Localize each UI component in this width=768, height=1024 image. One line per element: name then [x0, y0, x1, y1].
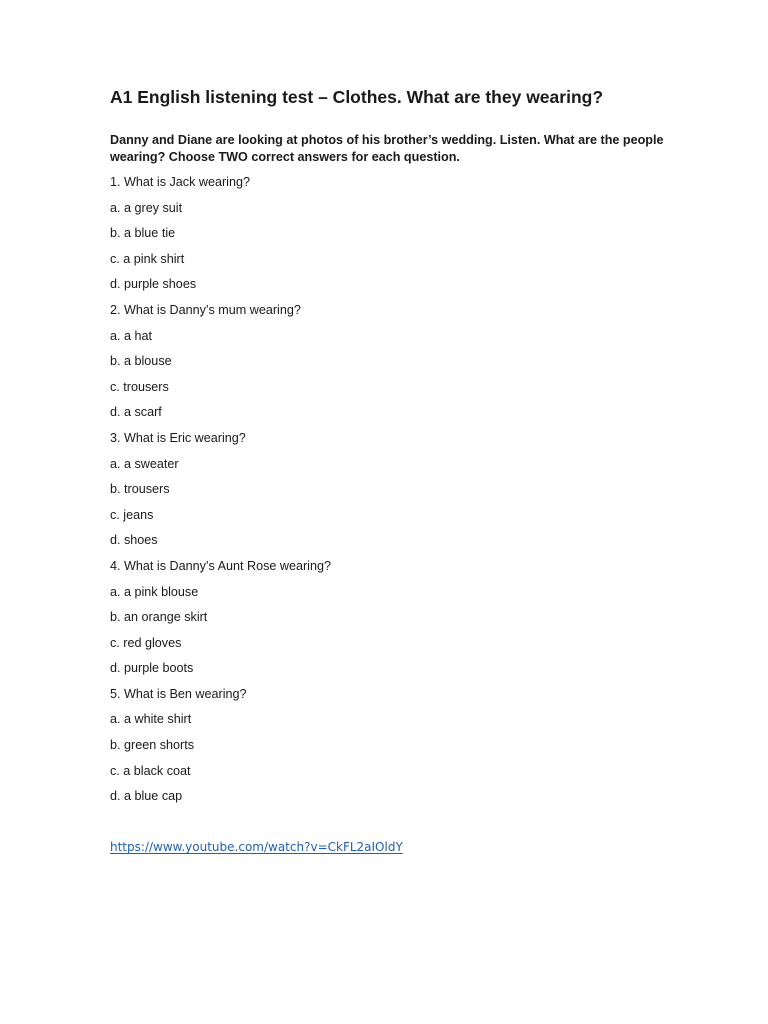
answer-option: a. a grey suit: [110, 200, 183, 215]
answer-option: a. a hat: [110, 328, 153, 343]
answer-option: b. a blue tie: [110, 226, 176, 241]
question-1: 1. What is Jack wearing?: [110, 175, 250, 189]
answer-option: b. an orange skirt: [110, 610, 208, 625]
document-title: A1 English listening test – Clothes. What are they wearing?: [110, 87, 604, 107]
question-3: 3. What is Eric wearing?: [110, 430, 246, 445]
instructions: Danny and Diane are looking at photos of his brother’s wedding. Listen. What are the people wearing? Choose TWO correct answers for each question.: [110, 133, 664, 164]
question-5: 5. What is Ben wearing?: [110, 686, 247, 701]
answer-option: d. purple boots: [110, 661, 194, 676]
answer-option: d. a scarf: [110, 405, 162, 420]
answer-option: a. a pink blouse: [110, 584, 199, 599]
answer-option: a. a white shirt: [110, 712, 192, 727]
answer-option: a. a sweater: [110, 456, 179, 471]
answer-option: c. a black coat: [110, 763, 191, 778]
answer-option: b. trousers: [110, 482, 170, 497]
question-2: 2. What is Danny’s mum wearing?: [110, 302, 301, 317]
answer-option: d. purple shoes: [110, 277, 197, 292]
answer-option: d. a blue cap: [110, 789, 183, 804]
question-4: 4. What is Danny’s Aunt Rose wearing?: [110, 558, 331, 573]
question-list: [110, 174, 331, 814]
answer-option: c. red gloves: [110, 635, 182, 650]
answer-option: c. jeans: [110, 507, 154, 522]
answer-option: b. a blouse: [110, 354, 172, 369]
answer-option: c. a pink shirt: [110, 251, 185, 266]
youtube-link[interactable]: https://www.youtube.com/watch?v=CkFL2aIOldY: [110, 840, 403, 854]
answer-option: c. trousers: [110, 379, 169, 394]
answer-option: b. green shorts: [110, 738, 195, 753]
answer-option: d. shoes: [110, 533, 158, 548]
